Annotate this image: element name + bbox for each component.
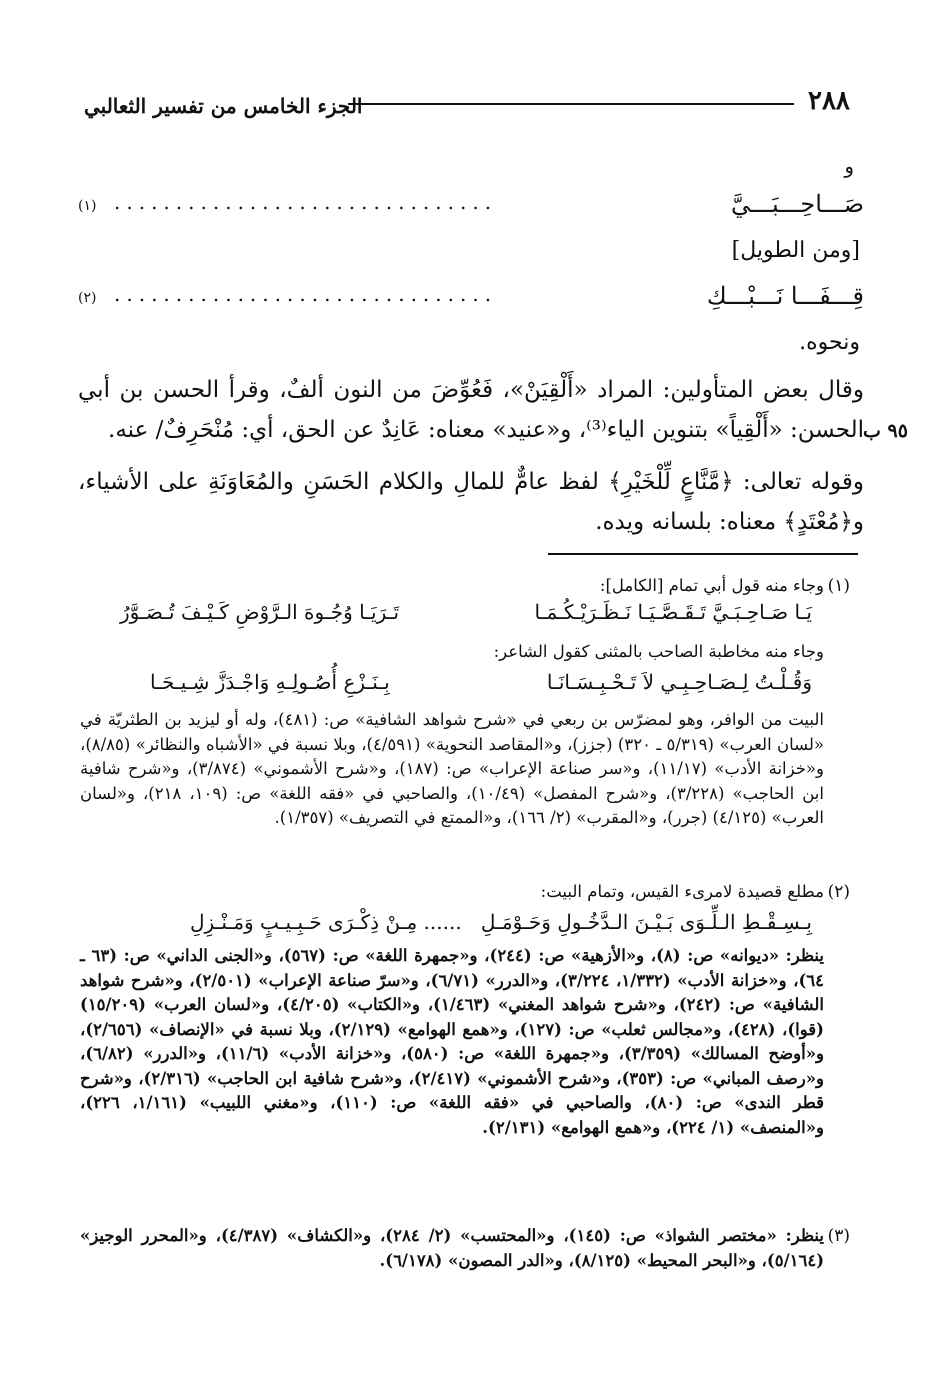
footnote-3-text: ينظر: «مختصر الشواذ» ص: (١٤٥)، و«المحتسب» (٢/ ٢٨٤)، و«الكشاف» (٤/٣٨٧)، و«المحرر الوجيز» (٥/١٦٤)، و«البحر المحيط» (٨/١٢٥)، و«الدر المصون» (٦/١٧٨). <box>80 1226 824 1270</box>
poem-3-hemistich-b: ...... مِـنْ ذِكْـرَى حَـبِـيـبٍ وَمَـنْـزِلِ <box>190 910 462 934</box>
verse-line-2 <box>78 282 864 318</box>
footnote-1-number: (١) <box>827 576 850 596</box>
verse-1-dots: ............................... <box>114 190 498 214</box>
verse-1-note-ref: (١) <box>78 198 97 214</box>
footnote-1-text: البيت من الوافر، وهو لمضرّس بن ربعي في «شرح شواهد الشافية» ص: (٤٨١)، وله أو ليزيد بن الطثريّة في «لسان العرب» (٥/٣١٩ ـ ٣٢٠) (جزز)، و«المقاصد النحوية» (٤/٥٩١)، وبلا نسبة في «الأشباه والنظائر» (٨/٨٥)، و«خزانة الأدب» (١١/١٧)، و«سر صناعة الإعراب» ص: (١٨٧)، و«شرح الأشموني» (٣/٨٧٤)، و«شرح شافية ابن الحاجب» (٣/٢٢٨)، و«شرح المفصل» (١٠/٤٩)، والصاحبي في «فقه اللغة» ص: (١٠٩، ٢١٨)، و«لسان العرب» (٤/١٢٥) (جرر)، و«المقرب» (٢/ ١٦٦)، و«الممتع في التصريف» (١/٣٥٧). <box>80 710 825 827</box>
meter-label: [ومن الطويل] <box>731 238 860 263</box>
verse-line-1 <box>78 190 864 226</box>
poem-1-hemistich-b: تَـرَيَـا وُجُـوهَ الـرَّوْضِ كَـيْـفَ تُـصَـوَّرُ <box>120 600 400 624</box>
footnote-2-poem <box>100 910 812 944</box>
folio-side-note: ٩٥ ب <box>863 420 908 442</box>
footnote-2-intro: مطلع قصيدة لامرىء القيس، وتمام البيت: <box>540 882 824 901</box>
poem-3-hemistich-a: بِـسِـقْـطِ الـلِّـوَى بَـيْـنَ الـدَّخُـولِ وَحَـوْمَـلِ <box>480 910 812 934</box>
verse-2-text: قِـــفَـــا نَـــبْـــكِ <box>706 282 864 310</box>
footnote-2-text: ينظر: «ديوانه» ص: (٨)، و«الأزهية» ص: (٢٤٤)، و«جمهرة اللغة» ص: (٥٦٧)، و«الجنى الداني» ص: (٦٣ ـ ٦٤)، و«خزانة الأدب» (١/٣٣٢، ٣/٢٢٤)، و«الدرر» (٦/٧١)، و«سرّ صناعة الإعراب» (٢/٥٠١)، و«شرح شواهد الشافية» ص: (٢٤٢)، و«شرح شواهد المغني» (١/٤٦٣)، و«الكتاب» (٤/٢٠٥)، و«لسان العرب» (١٥/٢٠٩) (قوا)، (٤٢٨)، و«مجالس ثعلب» ص: (١٢٧)، و«همع الهوامع» (٢/١٢٩)، وبلا نسبة في «الإنصاف» (٢/٦٥٦)، و«أوضح المسالك» (٣/٣٥٩)، و«جمهرة اللغة» ص: (٥٨٠)، و«خزانة الأدب» (١١/٦)، و«الدرر» (٦/٨٢)، و«رصف المباني» ص: (٣٥٣)، و«شرح الأشموني» (٢/٤١٧)، و«شرح شافية ابن الحاجب» (٢/٣١٦)، و«شرح قطر الندى» ص: (٨٠)، والصاحبي في «فقه اللغة» ص: (١١٠)، و«مغني اللبيب» (١/١٦١، ٢٢٦)، و«المنصف» (١/ ٢٢٤)، و«همع الهوامع» (٢/١٣١). <box>80 946 825 1137</box>
footnote-1-poem-1 <box>100 600 812 634</box>
footnote-3-number: (٣) <box>827 1226 850 1246</box>
running-title: الجزء الخامس من تفسير الثعالبي <box>84 94 363 118</box>
poem-2-hemistich-a: وَقُـلْـتُ لِـصَـاحِـبِـي لاَ تَـحْـبِـسَـانَـا <box>546 670 812 694</box>
footnote-1-intro-2: وجاء منه مخاطبة الصاحب بالمثنى كقول الشاعر: <box>493 642 824 661</box>
page-number: ٢٨٨ <box>808 86 850 116</box>
header-rule <box>348 103 794 105</box>
poem-2-hemistich-b: بِـنَـزْعِ أُصُـولِـهِ وَاجْـدَزَّ شِـيـحَـا <box>150 670 390 694</box>
footnote-2-number: (٢) <box>827 882 850 902</box>
commentary-paragraph-1: وقال بعض المتأولين: المراد «أَلْقِيَنْ»، فَعُوِّضَ من النون ألفٌ، وقرأ الحسن بن أبي الحسن: «أَلْقِياً» بتنوين الياء⁽³⁾، و«عنيد» معناه: عَانِدٌ عن الحق، أي: مُنْحَرِفٌ/ عنه. <box>78 377 864 443</box>
verse-2-dots: ............................... <box>114 282 498 306</box>
commentary-paragraph-2: وقوله تعالى: ﴿مَّنَّاعٍ لِّلْخَيْرِ﴾ لفظ عامٌّ للمالِ والكلام الحَسَنِ والمُعَاوَنَةِ على الأشياء، و﴿مُعْتَدٍ﴾ معناه: بلسانه ويده. <box>78 469 864 535</box>
footnote-1-poem-2 <box>100 670 812 704</box>
footnote-1-intro: وجاء منه قول أبي تمام [الكامل]: <box>599 576 824 595</box>
poem-1-hemistich-a: يَـا صَـاحِـبَـيَّ تَـقَـصَّـيَـا نَـظَـرَيْـكُـمَـا <box>534 600 812 624</box>
verse-1-text: صَـــاحِـــبَـــيَّ <box>730 190 864 218</box>
conjunction-wa: و <box>844 154 854 178</box>
verse-2-note-ref: (٢) <box>78 290 97 306</box>
footnote-separator <box>548 553 858 555</box>
nahwuh-text: ونحوه. <box>799 330 860 355</box>
